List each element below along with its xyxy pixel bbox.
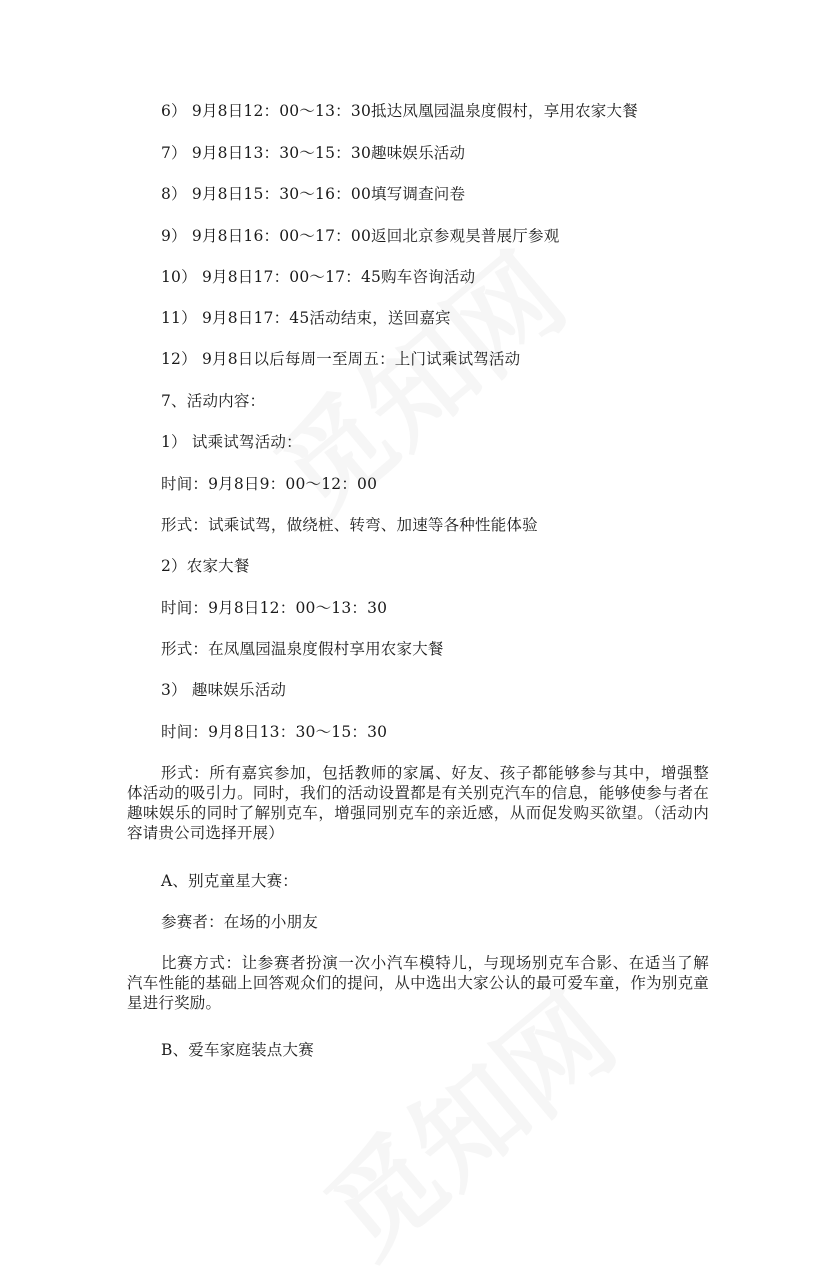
- schedule-item: 9） 9月8日16：00～17：00返回北京参观昊普展厅参观: [161, 227, 560, 245]
- activity-time: 时间：9月8日9：00～12：00: [161, 475, 378, 493]
- activity-time: 时间：9月8日12：00～13：30: [161, 599, 388, 617]
- schedule-item: 11） 9月8日17：45活动结束，送回嘉宾: [161, 309, 451, 327]
- activity-time: 时间：9月8日13：30～15：30: [161, 723, 388, 741]
- activity-form: 形式：在凤凰园温泉度假村享用农家大餐: [161, 640, 444, 658]
- activity-heading: 1） 试乘试驾活动：: [161, 433, 302, 451]
- schedule-item: 8） 9月8日15：30～16：00填写调查问卷: [161, 185, 466, 203]
- watermark: [238, 212, 592, 545]
- form-paragraph: 形式：所有嘉宾参加，包括教师的家属、好友、孩子都能够参与其中，增强整体活动的吸引力。同时，我们的活动设置都是有关别克汽车的信息，能够使参与者在趣味娱乐的同时了解别克车，增强同别克车的亲近感，从而促发购买欲望。（活动内容请贵公司选择开展）: [127, 764, 709, 842]
- contest-a-participants: 参赛者：在场的小朋友: [161, 913, 319, 931]
- contest-a-method: 比赛方式：让参赛者扮演一次小汽车模特儿，与现场别克车合影、在适当了解汽车性能的基础上回答观众们的提问，从中选出大家公认的最可爱车童，作为别克童星进行奖励。: [127, 954, 709, 1012]
- activity-form: 形式：试乘试驾，做绕桩、转弯、加速等各种性能体验: [161, 516, 538, 534]
- contest-b-title: B、爱车家庭装点大赛: [161, 1041, 314, 1059]
- activity-heading: 2）农家大餐: [161, 557, 250, 575]
- schedule-item: 12） 9月8日以后每周一至周五：上门试乘试驾活动: [161, 350, 521, 368]
- section-title: 7、活动内容：: [161, 392, 266, 410]
- schedule-item: 6） 9月8日12：00～13：30抵达凤凰园温泉度假村，享用农家大餐: [161, 102, 638, 120]
- contest-a-title: A、别克童星大赛：: [161, 872, 298, 890]
- activity-heading: 3） 趣味娱乐活动: [161, 681, 287, 699]
- schedule-item: 10） 9月8日17：00～17：45购车咨询活动: [161, 268, 476, 286]
- schedule-item: 7） 9月8日13：30～15：30趣味娱乐活动: [161, 144, 466, 162]
